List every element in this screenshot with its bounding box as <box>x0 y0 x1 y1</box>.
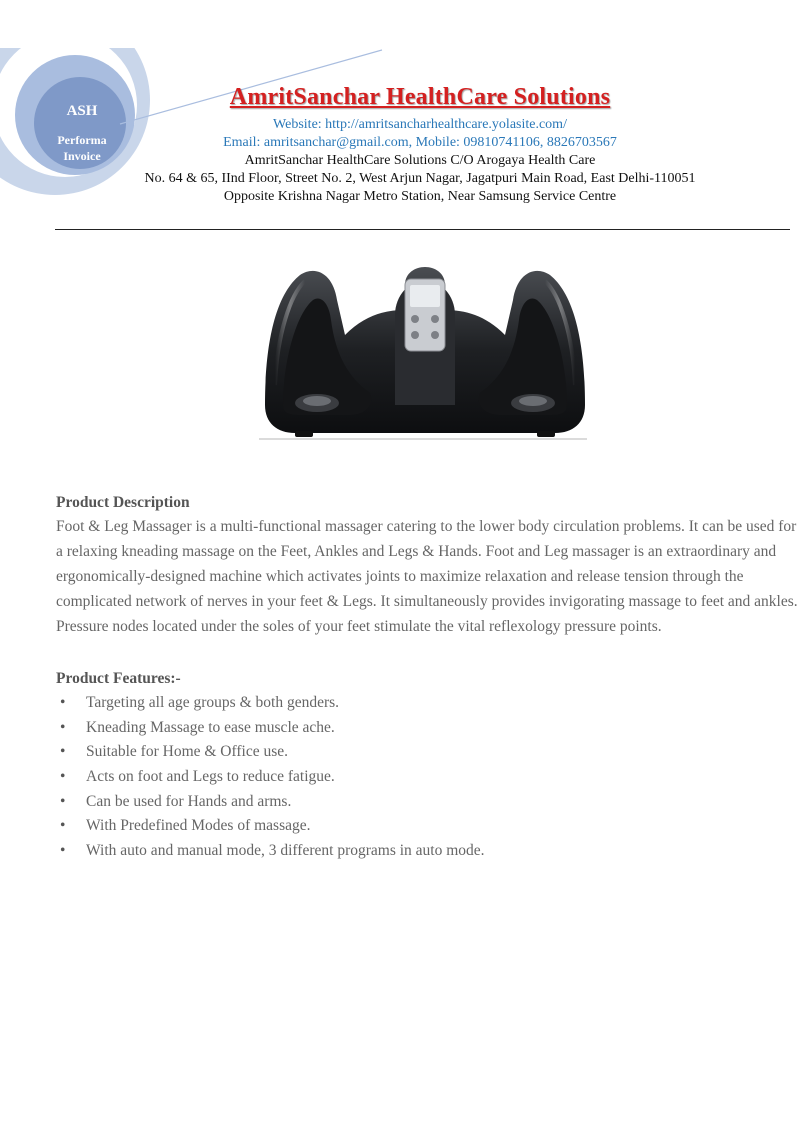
feature-item: • Can be used for Hands and arms. <box>56 793 485 818</box>
contact-line[interactable]: Email: amritsanchar@gmail.com, Mobile: 09810741106, 8826703567 <box>223 135 617 150</box>
website-line[interactable]: Website: http://amritsancharhealthcare.yolasite.com/ <box>273 117 567 132</box>
features-list <box>56 694 485 867</box>
foot-massager-image <box>255 255 595 445</box>
logo-subtitle-1: Performa <box>57 133 107 147</box>
address-line-2: No. 64 & 65, IInd Floor, Street No. 2, West Arjun Nagar, Jagatpuri Main Road, East Delhi-110051 <box>144 171 696 186</box>
description-line-1: Foot & Leg Massager is a multi-functional massager catering to the lower body circulation problems. It can be used for <box>56 518 797 535</box>
bullet-icon: • <box>60 694 66 711</box>
description-line-4: complicated network of nerves in your feet & Legs. It simultaneously provides invigorating massage to feet and ankles. <box>56 593 798 610</box>
description-line-3: ergonomically-designed machine which activates joints to maximize relaxation and release tension through the <box>56 568 744 585</box>
bullet-icon: • <box>60 792 66 810</box>
description-line-5: Pressure nodes located under the soles of your feet stimulate the vital reflexology pressure points. <box>56 618 662 635</box>
bullet-icon: • <box>60 718 66 736</box>
description-title: Product Description <box>56 494 190 511</box>
logo-subtitle-2: Invoice <box>63 149 101 163</box>
header-divider <box>55 229 790 230</box>
feature-item: • Acts on foot and Legs to reduce fatigue. <box>56 768 485 793</box>
bullet-icon: • <box>60 768 66 786</box>
bullet-icon: • <box>60 817 66 835</box>
bullet-icon: • <box>60 842 66 860</box>
feature-item: • With auto and manual mode, 3 different programs in auto mode. <box>56 842 485 867</box>
feature-item: • Targeting all age groups & both genders. <box>56 694 485 719</box>
feature-item: • With Predefined Modes of massage. <box>56 817 485 842</box>
feature-item: • Kneading Massage to ease muscle ache. <box>56 719 485 744</box>
logo-abbr: ASH <box>66 103 98 119</box>
feature-item: • Suitable for Home & Office use. <box>56 743 485 768</box>
bullet-icon: • <box>60 743 66 761</box>
company-name: AmritSanchar HealthCare Solutions <box>229 84 611 110</box>
features-title: Product Features:- <box>56 670 181 687</box>
description-line-2: a relaxing kneading massage on the Feet, Ankles and Legs & Hands. Foot and Leg massager is an extraordinary and <box>56 543 777 560</box>
address-line-1: AmritSanchar HealthCare Solutions C/O Arogaya Health Care <box>244 153 596 168</box>
address-line-3: Opposite Krishna Nagar Metro Station, Near Samsung Service Centre <box>223 189 617 204</box>
